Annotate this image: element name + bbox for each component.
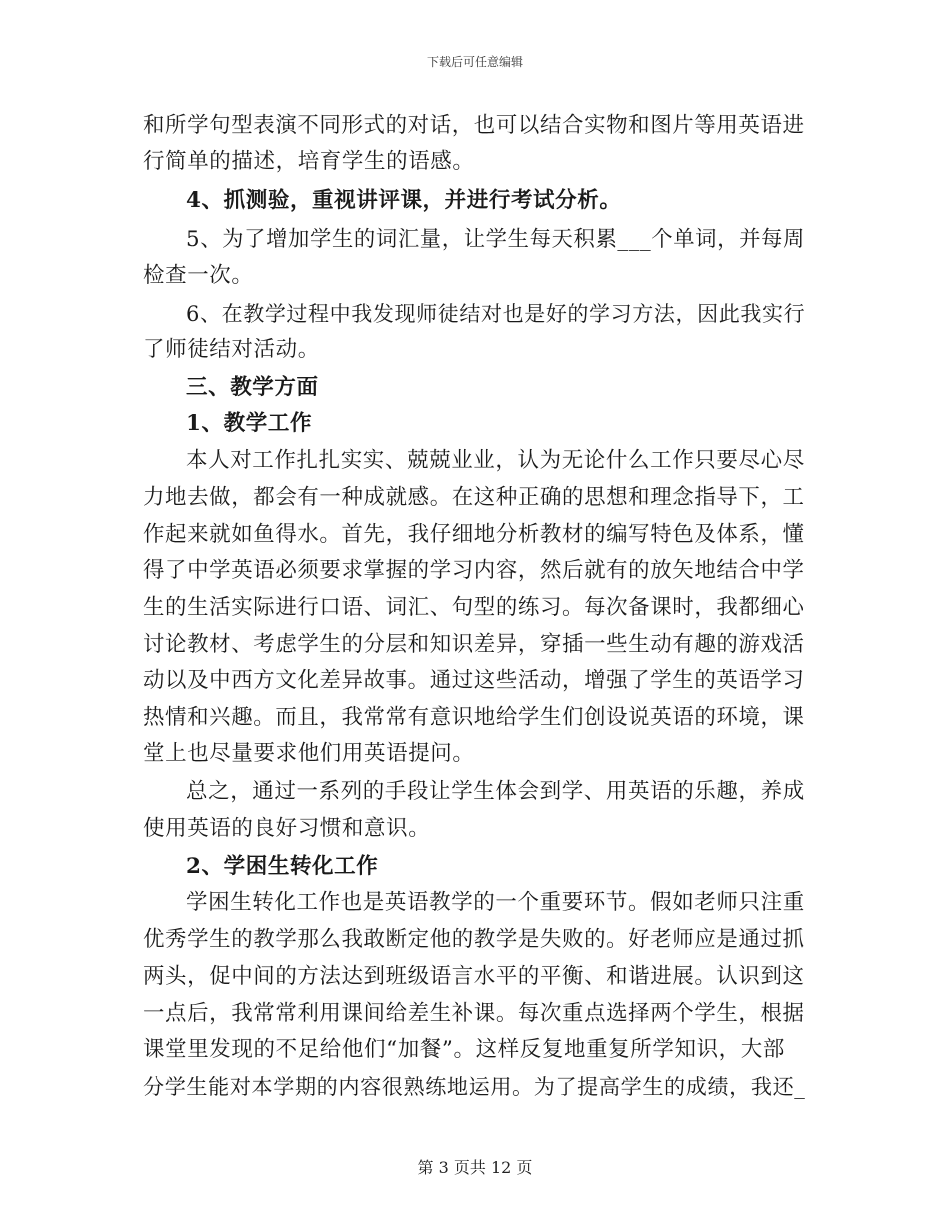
page-footer: 第 3 页共 12 页 xyxy=(417,1158,533,1177)
paragraph-line: 热情和兴趣。而且，我常常有意识地给学生们创设说英语的环境，课 xyxy=(143,705,805,730)
paragraph-line: 力地去做，都会有一种成就感。在这种正确的思想和理念指导下，工 xyxy=(143,485,805,510)
paragraph-line: 检查一次。 xyxy=(143,263,254,288)
paragraph-line: 课堂里发现的不足给他们“加餐”。这样反复地重复所学知识，大部 xyxy=(143,1037,785,1062)
paragraph-line: 堂上也尽量要求他们用英语提问。 xyxy=(143,741,475,766)
paragraph-line: 得了中学英语必须要求掌握的学习内容，然后就有的放矢地结合中学 xyxy=(143,558,805,583)
paragraph-line: 动以及中西方文化差异故事。通过这些活动，增强了学生的英语学习 xyxy=(143,668,805,693)
section-heading: 4、抓测验，重视讲评课，并进行考试分析。 xyxy=(186,188,622,213)
paragraph-line: 两头，促中间的方法达到班级语言水平的平衡、和谐进展。认识到这 xyxy=(143,964,805,989)
section-heading: 2、学困生转化工作 xyxy=(186,854,379,879)
paragraph-line: 总之，通过一系列的手段让学生体会到学、用英语的乐趣，养成 xyxy=(186,779,805,804)
paragraph-line: 6、在教学过程中我发现师徒结对也是好的学习方法，因此我实行 xyxy=(186,301,806,326)
paragraph-line: 学困生转化工作也是英语教学的一个重要环节。假如老师只注重 xyxy=(186,890,805,915)
paragraph-line: 5、为了增加学生的词汇量，让学生每天积累___个单词，并每周 xyxy=(186,227,805,252)
section-heading: 1、教学工作 xyxy=(186,411,313,436)
page-header: 下载后可任意编辑 xyxy=(426,55,523,69)
paragraph-line: 本人对工作扎扎实实、兢兢业业，认为无论什么工作只要尽心尽 xyxy=(186,448,805,473)
paragraph-line: 生的生活实际进行口语、词汇、句型的练习。每次备课时，我都细心 xyxy=(143,595,805,620)
section-heading: 三、教学方面 xyxy=(186,375,319,400)
paragraph-line: 和所学句型表演不同形式的对话，也可以结合实物和图片等用英语进 xyxy=(143,113,805,138)
paragraph-line: 讨论教材、考虑学生的分层和知识差异，穿插一些生动有趣的游戏活 xyxy=(143,632,805,657)
paragraph-line: 使用英语的良好习惯和意识。 xyxy=(143,816,431,841)
paragraph-line: 一点后，我常常利用课间给差生补课。每次重点选择两个学生，根据 xyxy=(143,1001,805,1026)
paragraph-line: 分学生能对本学期的内容很熟练地运用。为了提高学生的成绩，我还_ xyxy=(143,1074,806,1099)
paragraph-line: 行简单的描述，培育学生的语感。 xyxy=(143,149,475,174)
paragraph-line: 作起来就如鱼得水。首先，我仔细地分析教材的编写特色及体系，懂 xyxy=(143,522,805,547)
paragraph-line: 优秀学生的教学那么我敢断定他的教学是失败的。好老师应是通过抓 xyxy=(143,927,805,952)
paragraph-line: 了师徒结对活动。 xyxy=(143,337,320,362)
